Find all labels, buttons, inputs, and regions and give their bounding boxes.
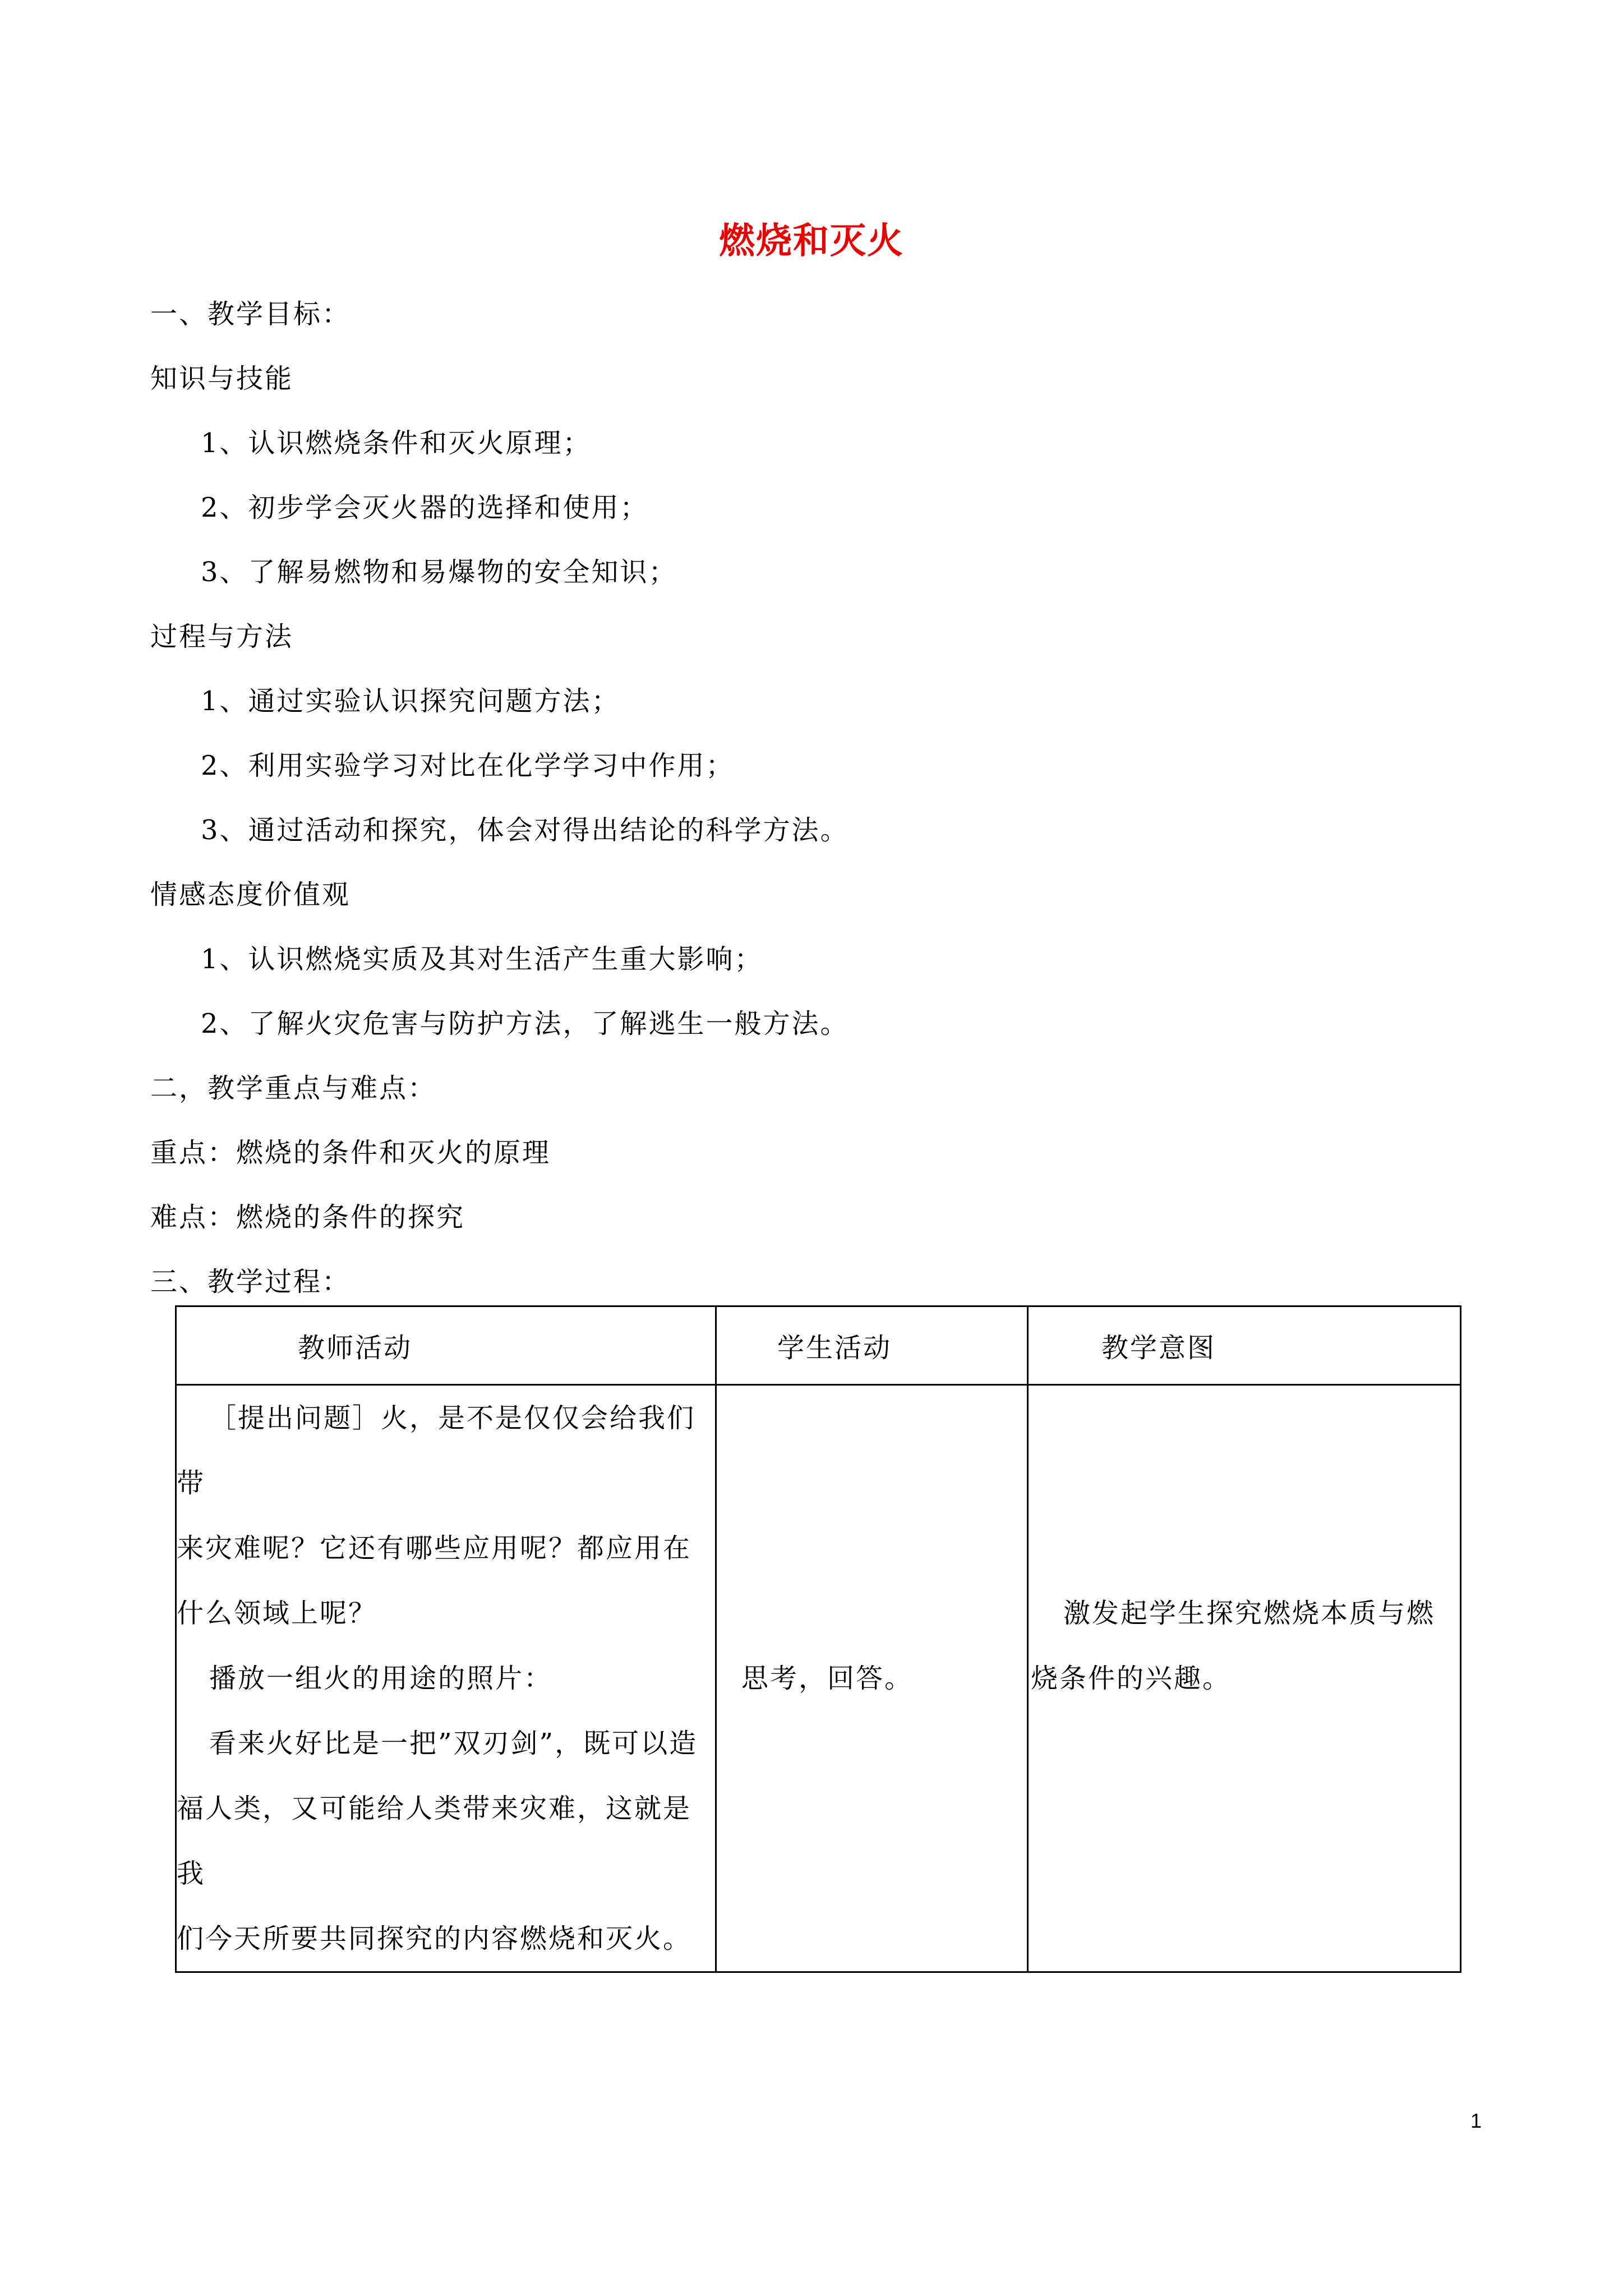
process-heading: 三、教学过程：: [150, 1266, 351, 1297]
table-header-row: [176, 1306, 1461, 1385]
teacher-activity-cell: [176, 1385, 716, 1972]
intent-line: 烧条件的兴趣。: [1031, 1663, 1232, 1694]
knowledge-item: 2、初步学会灭火器的选择和使用；: [201, 492, 649, 523]
emotion-item: 1、认识燃烧实质及其对生活产生重大影响；: [201, 944, 763, 975]
intent-line: 激发起学生探究燃烧本质与燃: [1063, 1598, 1436, 1629]
knowledge-item: 1、认识燃烧条件和灭火原理；: [201, 427, 592, 459]
process-method-heading: 过程与方法: [150, 621, 294, 652]
knowledge-item: 3、了解易燃物和易爆物的安全知识；: [201, 556, 677, 588]
student-activity-cell: [716, 1385, 1028, 1972]
student-activity-text: 思考，回答。: [741, 1663, 914, 1694]
teacher-line: 播放一组火的用途的照片：: [209, 1663, 553, 1694]
process-item: 3、通过活动和探究，体会对得出结论的科学方法。: [201, 815, 849, 846]
keypoint-focus: 重点：燃烧的条件和灭火的原理: [150, 1137, 551, 1168]
knowledge-heading: 知识与技能: [150, 363, 294, 394]
objectives-heading: 一、教学目标：: [150, 298, 351, 330]
keypoints-heading: 二，教学重点与难点：: [150, 1073, 437, 1104]
teacher-line: 看来火好比是一把”双刃剑”，既可以造: [209, 1728, 698, 1759]
teacher-line: 们今天所要共同探究的内容燃烧和灭火。: [177, 1923, 692, 1954]
emotion-item: 2、了解火灾危害与防护方法，了解逃生一般方法。: [201, 1008, 849, 1039]
table-row: [176, 1385, 1461, 1972]
teacher-line: 来灾难呢？它还有哪些应用呢？都应用在: [177, 1533, 692, 1564]
teaching-process-table: [175, 1305, 1461, 1973]
emotion-heading: 情感态度价值观: [150, 879, 351, 910]
page-title: 燃烧和灭火: [719, 220, 904, 262]
teaching-intent-cell: [1028, 1385, 1461, 1972]
header-student-activity: 学生活动: [716, 1306, 1028, 1385]
teacher-line: ［提出问题］火，是不是仅仅会给我们带: [177, 1402, 696, 1499]
page-number: 1: [1470, 2109, 1482, 2132]
process-item: 1、通过实验认识探究问题方法；: [201, 685, 620, 717]
teacher-line: 福人类，又可能给人类带来灾难，这就是我: [177, 1793, 692, 1889]
header-teacher-activity: 教师活动: [176, 1306, 716, 1385]
teacher-line: 什么领域上呢？: [177, 1598, 377, 1629]
keypoint-difficulty: 难点：燃烧的条件的探究: [150, 1202, 465, 1233]
process-item: 2、利用实验学习对比在化学学习中作用；: [201, 750, 735, 781]
header-teaching-intent: 教学意图: [1028, 1306, 1461, 1385]
